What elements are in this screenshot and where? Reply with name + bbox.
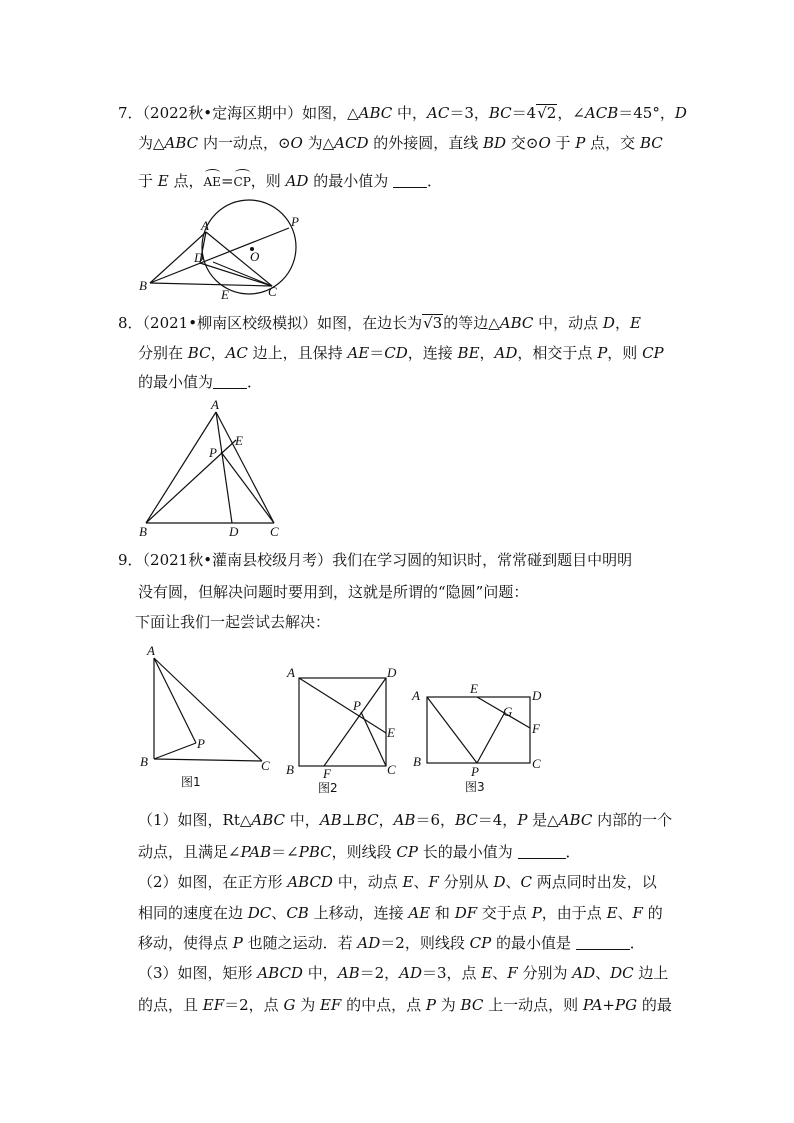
label: C <box>261 758 270 773</box>
problem-number: 7． <box>118 104 143 122</box>
seg <box>154 658 262 761</box>
label: A <box>287 665 295 680</box>
label: E <box>221 287 229 302</box>
p9-sub2-line1: （2）如图，在正方形 ABCD 中，动点 E、F 分别从 D、C 两点同时出发，以 <box>138 873 657 891</box>
label: E <box>470 681 478 696</box>
rectangle <box>427 697 530 763</box>
caption: 图1 <box>181 775 201 789</box>
p9-sub1-line1: （1）如图，Rt△ABC 中，AB⊥BC，AB＝6，BC＝4，P 是△ABC 内部的一个 <box>138 811 673 829</box>
caption: 图2 <box>318 781 338 795</box>
square <box>299 678 386 766</box>
label: P <box>197 736 205 751</box>
label: B <box>140 754 148 769</box>
p9-line1: 9．（2021秋•灌南县校级月考）我们在学习圆的知识时，常常碰到题目中明明 <box>118 551 633 569</box>
p8-line2: 分别在 BC，AC 边上，且保持 AE＝CD，连接 BE，AD，相交于点 P，则 CP <box>138 344 664 362</box>
seg <box>154 743 196 759</box>
seg <box>154 759 262 761</box>
label: C <box>532 756 541 771</box>
label: C <box>268 284 277 299</box>
label: P <box>291 214 299 229</box>
label: F <box>532 721 540 736</box>
seg <box>299 678 386 733</box>
label: C <box>270 524 279 539</box>
seg <box>477 712 505 763</box>
figure-1 <box>140 643 270 789</box>
seg <box>324 678 386 766</box>
label: G <box>503 704 513 719</box>
label: A <box>412 688 420 703</box>
label: F <box>323 766 331 781</box>
label: B <box>139 278 147 293</box>
figure-3 <box>411 681 542 794</box>
p7-line1: 7．（2022秋•定海区期中）如图，△ABC 中，AC＝3，BC＝4√2，∠ACB＝45°，D <box>118 104 687 122</box>
label: E <box>387 725 395 740</box>
p8-line1: 8．（2021•柳南区校级模拟）如图，在边长为√3的等边△ABC 中，动点 D，E <box>118 314 641 332</box>
problem-number: 9． <box>118 551 143 569</box>
label: B <box>139 524 147 539</box>
label: A <box>147 643 155 658</box>
label: A <box>201 218 209 233</box>
caption: 图3 <box>465 780 485 794</box>
label: B <box>286 762 294 777</box>
answer-blank[interactable] <box>576 935 630 950</box>
sqrt-symbol: √2 <box>537 104 557 122</box>
label: B <box>413 754 421 769</box>
label: P <box>209 445 217 460</box>
p7-line2: 为△ABC 内一动点，⊙O 为△ACD 的外接圆，直线 BD 交⊙O 于 P 点，交 BC <box>138 134 663 152</box>
label: E <box>235 433 243 448</box>
p9-line2: 没有圆，但解决问题时要用到，这就是所谓的“隐圆”问题： <box>138 583 529 601</box>
p8-line3: 的最小值为 ． <box>138 373 263 391</box>
seg <box>427 697 477 763</box>
arc-cp: CP <box>234 172 251 192</box>
label: A <box>211 397 219 412</box>
p9-sub1-line2: 动点，且满足∠PAB＝∠PBC，则线段 CP 长的最小值为 ． <box>138 843 581 861</box>
answer-blank[interactable] <box>518 844 566 859</box>
label: D <box>194 250 204 265</box>
p9-sub2-line3: 移动，使得点 P 也随之运动．若 AD＝2，则线段 CP 的最小值是 ． <box>138 934 645 952</box>
figure-2 <box>286 665 397 795</box>
p9-line3: 下面让我们一起尝试去解决： <box>135 613 331 631</box>
p9-sub3-line1: （3）如图，矩形 ABCD 中，AB＝2，AD＝3，点 E、F 分别为 AD、DC 边上 <box>138 964 669 982</box>
label: D <box>532 688 542 703</box>
p9-sub3-line2: 的点，且 EF＝2，点 G 为 EF 的中点，点 P 为 BC 上一动点，则 PA+PG 的最 <box>138 996 672 1014</box>
p7-line3: 于 E 点，AE=CP，则 AD 的最小值为 ． <box>138 172 442 190</box>
label: D <box>229 524 239 539</box>
label: P <box>471 764 479 779</box>
seg <box>154 658 196 743</box>
label: P <box>353 698 361 713</box>
problem-number: 8． <box>118 314 143 332</box>
p9-sub2-line2: 相同的速度在边 DC、CB 上移动，连接 AE 和 DF 交于点 P，由于点 E、F 的 <box>138 904 663 922</box>
label: O <box>250 249 260 264</box>
label: D <box>387 665 397 680</box>
seg <box>361 712 386 766</box>
sqrt-symbol: √3 <box>423 314 443 332</box>
label: C <box>387 762 396 777</box>
arc-ae: AE <box>204 172 221 192</box>
